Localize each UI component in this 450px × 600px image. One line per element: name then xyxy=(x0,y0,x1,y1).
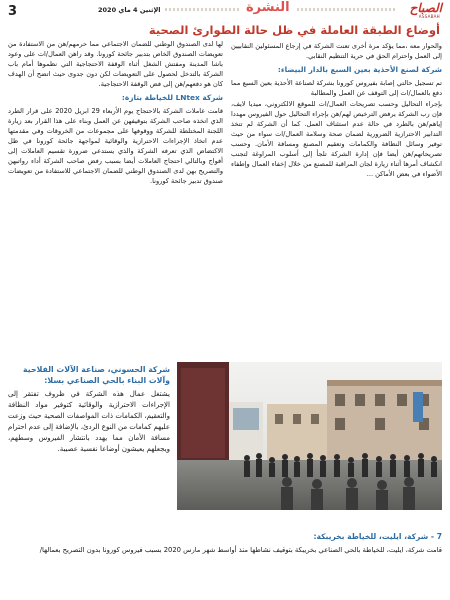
left-intro-paragraph: لها لدى الصندوق الوطني للضمان الاجتماعي مما حرمهم/هن من الاستفادة من تعويضات الصندوق الخاص بتدبير جائحة كورونا. وقد راهن العمال/ات على وعود باشا المدينة ومفتش الشغل أثناء الوقفة الاحتجاجية التي نظموها أمام باب الشركة بالتدخل لحصول على التعويضات لكن دون جدوى حيث اتضح أن الهدف كان هو دفعهم/هن إلى فض الوقفة الاحتجاجية. xyxy=(8,40,223,88)
protest-photo-image xyxy=(177,362,442,510)
section3-heading: شركة الحسوني، صناعة الآلات الفلاحية وآلات البناء بالحي الصناعي بسلا: xyxy=(23,365,170,385)
section1-paragraph-1: تم تسجيل حالتي إصابة بفيروس كورونا بشركة لصناعة الأحذية بعين السبع مما دفع بالعمال/ات إلى التوقف عن العمل والمطالبة xyxy=(231,79,442,97)
section3-column xyxy=(8,363,170,513)
protest-photo xyxy=(177,362,442,510)
section4-block xyxy=(8,528,442,594)
section2-heading: شركة LNtex للخياطة بتازة: xyxy=(121,93,223,102)
page-header xyxy=(0,0,450,22)
article-title: أوضاع الطبقة العاملة في ظل حالة الطوارئ الصحية xyxy=(148,23,440,37)
left-column xyxy=(8,39,223,361)
section1-heading: شركة لصنع الأحذية بعين السبع بالدار البيضاء: xyxy=(277,65,442,74)
section-band xyxy=(165,2,395,18)
issue-date: الإثنين 4 ماي 2020 xyxy=(98,6,161,14)
section3-paragraph: يشتغل عمال هذه الشركة في ظروف تفتقر إلى الإجراءات الاحترازية والوقائية كتوفير مواد النظافة والتعقيم، الكمامات ذات المواصفات الصحية حيث وزعت عليهم كمامات من النوع الردئ، بالإضافة إلى عدم احترام مسافة الأمان مما يهدد بانتشار الفيروس وسطهم، ويجعلهم يعيشون أوضاعا نفسية عصيبة. xyxy=(8,390,170,453)
section4-heading: 7 - شركة، ايليت، للخياطة بخريبكة: xyxy=(313,532,442,541)
logo-wordmark: الصباح xyxy=(409,1,442,15)
section2-paragraph: قامت عاملات الشركة بالاحتجاج يوم الأربعاء 29 ابريل 2020 على قرار الطرد الذي اتخذه صاحب الشركة بتوقيفهن عن العمل وبناء على هذا القرار بعد زيارة اللجنة المختلطة للشركة ووقوفها على مجموعات من الخروقات وفي مقدمتها عدم اتخاذ الإجراءات الاحترازية والوقائية لمواجهة جائحة كورونا في ظل الاكتضاض الذي تعرفه الشركة والذي يستدعي ضرورة تقسيم العاملات إلى أفواج وبالتالي احتجاج العاملات أيضا بسبب رفض صاحب الشركة أداء رواتبهن والتصريح بهن لدى الصندوق الوطني للضمان الاجتماعي للاستفادة من تعويضات صندوق تدبير جائحة كورونا. xyxy=(8,107,223,185)
right-intro-paragraph: والحوار معه ،مما يؤكد مرة أخرى تعنت الشركة في إرجاع المسئولين النقابيين إلى العمل واحترام الحق في حرية التنظيم النقابي. xyxy=(231,42,442,60)
logo-subtitle: ASSABAH xyxy=(418,14,440,19)
right-column xyxy=(231,41,442,363)
newspaper-logo xyxy=(402,1,442,21)
page-number: 3 xyxy=(8,4,18,19)
section-label: النشرة xyxy=(240,0,296,15)
section4-paragraph: قامت شركة، ايليت، للخياطة بالحي الصناعي بخريبكة بتوقيف نشاطها منذ أواسط شهر مارس 2020 بسبب فيروس كورونا بدون التصريح بعمالها/ xyxy=(39,546,442,554)
section1-paragraph-2: بإجراء التحاليل وحسب تصريحات العمال/ات للموقع الالكتروني، ميديا لايف، فإن رب الشركة يرفض الترخيص لهم/هن بإجراء التحاليل حول الفيروس مهددا إياهم/هن بالطرد في حالة عدم استئناف العمل. كما أن الشركة لم تتخذ التدابير الاحترازية الضرورية لضمان صحة وسلامة العمال/ات سواء من حيث توفير وسائل النظافة والكمامات وتعقيم المصنع ومسافة الأمان. وحسب تصريحاتهم/هن أيضا فإن إدارة الشركة تلجأ إلى أسلوب المراوغة لتجنب انكشاف أمرها أثناء زيارة لجان المراقبة للمصنع من خلال إخفاء العمال وإطفاء الأضواء في بعض الأماكن ... xyxy=(231,100,442,178)
